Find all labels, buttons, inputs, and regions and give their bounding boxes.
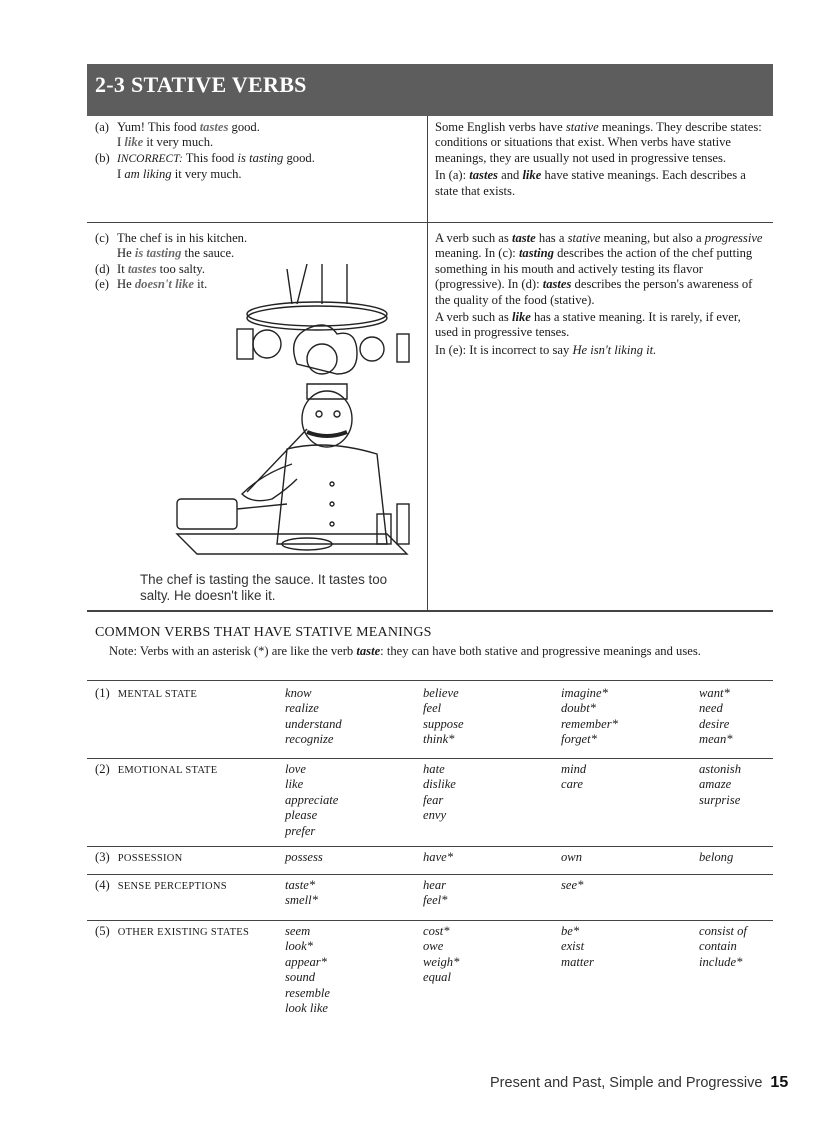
verb-item: understand <box>285 716 342 731</box>
verb-column <box>285 686 342 748</box>
verb-column <box>285 762 338 839</box>
verb-column <box>285 850 323 865</box>
row-number: (4) <box>95 878 110 892</box>
verb-item: imagine* <box>561 686 608 700</box>
verb-item: amaze <box>699 777 732 792</box>
verb-item: appear* <box>285 954 327 969</box>
incorrect-label: INCORRECT: <box>117 152 183 165</box>
row-divider <box>87 758 773 759</box>
row-category: EMOTIONAL STATE <box>117 765 218 776</box>
verb-item: resemble <box>285 985 330 1000</box>
footer-text: Present and Past, Simple and Progressive <box>490 1075 763 1091</box>
verb-item: have* <box>423 850 454 864</box>
chef-illustration <box>147 264 427 566</box>
verb-item: sound <box>285 970 316 985</box>
verb-column <box>285 878 318 909</box>
verb-item: belong <box>699 850 734 864</box>
verb-item: look like <box>285 1001 329 1016</box>
verb-item: doubt* <box>561 701 596 716</box>
verb-item: like <box>285 777 304 792</box>
chef-hat-icon <box>294 325 357 374</box>
verb-item: remember* <box>561 716 618 731</box>
verb-item: feel* <box>423 893 448 908</box>
verb-item: appreciate <box>285 792 339 807</box>
verb-column <box>561 924 594 970</box>
verb-row-label <box>95 878 227 893</box>
illustration-caption: The chef is tasting the sauce. It tastes too salty. He doesn't like it. <box>140 572 388 603</box>
examples-a-b: (a) Yum! This food tastes good. I like it very much. (b) INCORRECT: This food is tasting good. I am liking it very much. <box>95 120 315 182</box>
common-verbs-note: Note: Verbs with an asterisk (*) are like the verb taste: they can have both stative and progressive meanings and uses. <box>109 644 701 658</box>
row-category: SENSE PERCEPTIONS <box>117 881 227 892</box>
verb-item: think* <box>423 732 455 747</box>
section-divider <box>87 610 773 612</box>
verb-column <box>699 686 733 748</box>
verb-item: equal <box>423 970 451 985</box>
label-b: (b) <box>95 150 110 165</box>
hanging-pan-icon <box>253 330 281 358</box>
verb-item: forget* <box>561 732 597 747</box>
verb-column <box>423 878 447 909</box>
verb-item: mean* <box>699 732 733 747</box>
verb-row-label <box>95 850 183 865</box>
divider <box>87 222 773 223</box>
grammar-chart <box>87 64 773 1016</box>
verb-item: suppose <box>423 716 464 731</box>
verb-column <box>561 850 582 865</box>
verb-item: smell* <box>285 893 318 908</box>
row-number: (1) <box>95 686 110 700</box>
verb-item: need <box>699 701 723 716</box>
verb-column <box>423 686 464 748</box>
verb-item: weigh* <box>423 954 460 969</box>
verb-item: desire <box>699 716 730 731</box>
verb-item: please <box>285 808 318 823</box>
chef-jacket-icon <box>277 445 387 544</box>
verb-column <box>423 762 456 824</box>
verb-item: matter <box>561 954 594 969</box>
saucepan-icon <box>177 499 237 529</box>
verb-item: care <box>561 777 583 792</box>
verb-item: hear <box>423 878 447 892</box>
verb-column <box>699 924 747 970</box>
row-divider <box>87 920 773 921</box>
verb-item: possess <box>285 850 323 864</box>
verb-item: hate <box>423 762 445 776</box>
verb-item: seem <box>285 924 311 938</box>
page-number: 15 <box>770 1074 789 1091</box>
verb-column <box>423 924 459 986</box>
verb-item: know <box>285 686 312 700</box>
verb-item: feel <box>423 701 442 716</box>
verb-item: owe <box>423 939 444 954</box>
verb-item: dislike <box>423 777 456 792</box>
verb-item: cost* <box>423 924 450 938</box>
verb-item: own <box>561 850 582 864</box>
verb-column <box>699 850 733 865</box>
verb-item: mind <box>561 762 587 776</box>
verb-column <box>285 924 330 1016</box>
row-number: (3) <box>95 850 110 864</box>
row-divider <box>87 680 773 681</box>
chart-title: 2-3 STATIVE VERBS <box>95 72 307 97</box>
row-category: POSSESSION <box>117 853 183 864</box>
verb-row-label <box>95 686 197 701</box>
verb-item: consist of <box>699 924 747 938</box>
verb-item: prefer <box>285 823 316 838</box>
verb-item: envy <box>423 808 447 823</box>
column-divider <box>427 116 428 610</box>
verb-row-label <box>95 762 218 777</box>
verb-item: believe <box>423 686 459 700</box>
verb-item: be* <box>561 924 580 938</box>
verb-item: realize <box>285 701 319 716</box>
verb-item: include* <box>699 954 743 969</box>
explanation-1: Some English verbs have stative meanings. They describe states: conditions or situations that exist. When verbs have stative meanings, they are usually not used in progressive tenses. In (a): tastes and like have stative meanings. Each describes a state that exists. <box>435 120 762 198</box>
row-number: (2) <box>95 762 110 776</box>
verb-column <box>561 762 586 793</box>
row-divider <box>87 846 773 847</box>
explanation-2: A verb such as taste has a stative meaning, but also a progressive meaning. In (c): tasting describes the action of the chef putting something in his mouth and actively testing its flavor (progressive). In (d): tastes describes the person's awareness of the quality of the food (stative). A verb such as like has a stative meaning. It is rarely, if ever, used in progressive tenses. In (e): It is incorrect to say He isn't liking it. <box>435 231 763 357</box>
row-category: MENTAL STATE <box>117 689 198 700</box>
verb-item: astonish <box>699 762 741 776</box>
page-footer <box>490 1074 788 1092</box>
verb-item: love <box>285 762 306 776</box>
verb-item: exist <box>561 939 585 954</box>
emph-like: like <box>124 135 144 150</box>
chart-header <box>87 64 773 116</box>
verb-column <box>423 850 453 865</box>
verb-item: contain <box>699 939 737 954</box>
verb-column <box>561 878 583 893</box>
spoon-icon <box>247 429 307 492</box>
verb-item: recognize <box>285 732 334 747</box>
verb-item: see* <box>561 878 584 892</box>
emph-tastes: tastes <box>199 120 229 134</box>
verb-row-label <box>95 924 249 939</box>
verb-item: surprise <box>699 792 741 807</box>
verb-item: want* <box>699 686 730 700</box>
verb-column <box>561 686 618 748</box>
common-verbs-title: COMMON VERBS THAT HAVE STATIVE MEANINGS <box>95 625 432 640</box>
verb-item: taste* <box>285 878 316 892</box>
verb-item: look* <box>285 939 313 954</box>
row-category: OTHER EXISTING STATES <box>117 927 250 938</box>
examples-c-e: (c) The chef is in his kitchen. He is tasting the sauce. (d) It tastes too salty. (e) He doesn't like it. <box>95 231 248 292</box>
verb-item: fear <box>423 792 444 807</box>
verb-column <box>699 762 741 808</box>
row-divider <box>87 874 773 875</box>
label-a: (a) <box>95 120 109 134</box>
rack-chain-icon <box>297 264 307 304</box>
row-number: (5) <box>95 924 110 938</box>
